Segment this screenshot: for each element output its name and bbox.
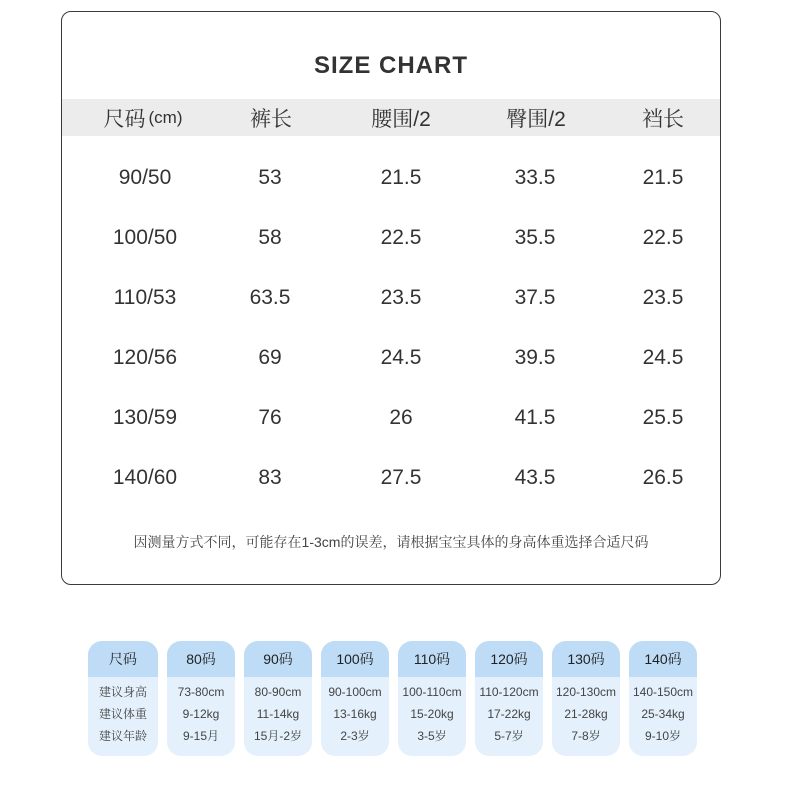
header-length: 裤长 [250,107,292,131]
cell-length: 76 [258,406,282,429]
cell-waist: 26 [389,406,413,429]
cell-waist: 23.5 [380,286,422,309]
cell-length: 63.5 [249,286,291,309]
cell-length: 83 [258,466,282,489]
cell-waist: 22.5 [380,226,422,249]
table-row [62,158,720,198]
table-row [62,458,720,498]
reference-height: 120-130cm [555,685,617,699]
cell-rise: 24.5 [642,346,684,369]
cell-hip: 33.5 [514,166,556,189]
cell-hip: 43.5 [514,466,556,489]
reference-age: 3-5岁 [417,729,447,743]
reference-size: 90码 [244,641,312,677]
reference-weight: 15-20kg [410,707,454,721]
reference-column-100 [321,641,389,756]
cell-rise: 25.5 [642,406,684,429]
reference-weight: 21-28kg [564,707,608,721]
cell-size: 140/60 [112,466,178,489]
label-age: 建议年龄 [98,729,147,743]
chart-title: SIZE CHART [314,52,468,79]
reference-height: 90-100cm [328,685,382,699]
header-size [78,99,208,136]
table-row [62,338,720,378]
reference-height: 100-110cm [402,685,462,699]
reference-age: 7-8岁 [571,729,601,743]
cell-rise: 22.5 [642,226,684,249]
reference-age: 2-3岁 [340,729,370,743]
reference-weight: 13-16kg [333,707,377,721]
reference-size: 110码 [398,641,466,677]
cell-rise: 23.5 [642,286,684,309]
reference-height: 110-120cm [479,685,539,699]
reference-age: 15月-2岁 [253,729,303,743]
reference-size: 120码 [475,641,543,677]
table-row [62,398,720,438]
table-row [62,278,720,318]
reference-column-130 [552,641,620,756]
cell-size: 90/50 [118,166,172,189]
cell-length: 58 [258,226,282,249]
cell-size: 130/59 [112,406,178,429]
header-hip: 臀围/2 [506,107,566,131]
cell-waist: 27.5 [380,466,422,489]
header-waist: 腰围/2 [371,107,431,131]
cell-waist: 21.5 [380,166,422,189]
reference-height: 140-150cm [632,685,694,699]
reference-size: 100码 [321,641,389,677]
cell-hip: 39.5 [514,346,556,369]
cell-hip: 37.5 [514,286,556,309]
reference-column-80 [167,641,235,756]
reference-column-110 [398,641,466,756]
reference-size: 80码 [167,641,235,677]
cell-length: 53 [258,166,282,189]
measurement-note: 因测量方式不同，可能存在1-3cm的误差，请根据宝宝具体的身高体重选择合适尺码 [133,534,649,550]
header-size-unit: (cm) [148,107,183,127]
reference-weight: 9-12kg [182,707,220,721]
reference-label-header: 尺码 [88,641,158,677]
header-rise: 裆长 [642,107,684,131]
reference-height: 80-90cm [254,685,302,699]
reference-weight: 17-22kg [487,707,531,721]
label-height: 建议身高 [98,685,147,699]
reference-size: 130码 [552,641,620,677]
header-size-label: 尺码 [103,107,146,131]
reference-age: 9-10岁 [644,729,682,743]
cell-size: 100/50 [112,226,178,249]
reference-age: 5-7岁 [494,729,524,743]
size-chart-card [61,11,721,585]
table-header [62,99,720,136]
reference-column-140 [629,641,697,756]
reference-weight: 11-14kg [256,707,300,721]
cell-hip: 41.5 [514,406,556,429]
cell-size: 110/53 [113,286,177,309]
cell-waist: 24.5 [380,346,422,369]
label-weight: 建议体重 [98,707,147,721]
cell-size: 120/56 [112,346,178,369]
cell-rise: 26.5 [642,466,684,489]
reference-weight: 25-34kg [641,707,685,721]
reference-label-column [88,641,158,756]
reference-age: 9-15月 [182,729,220,743]
reference-height: 73-80cm [177,685,225,699]
cell-length: 69 [258,346,282,369]
reference-column-90 [244,641,312,756]
reference-column-120 [475,641,543,756]
cell-rise: 21.5 [642,166,684,189]
cell-hip: 35.5 [514,226,556,249]
reference-size: 140码 [629,641,697,677]
table-row [62,218,720,258]
